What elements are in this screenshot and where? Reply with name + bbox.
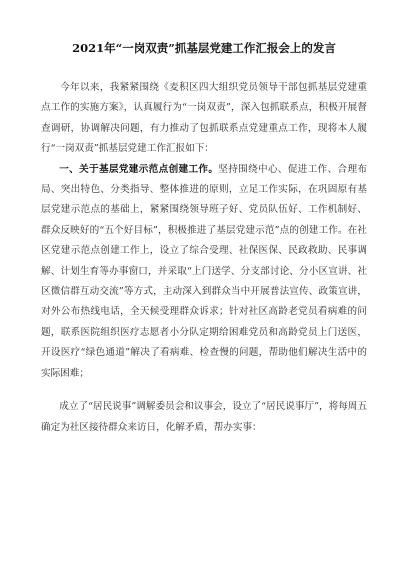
paragraph-residents-council: 成立了“居民说事”调解委员会和议事会，设立了“居民说事厅”，将每周五确定为社区接待群众来访日，化解矛盾，帮办实事：: [41, 401, 367, 433]
paragraph-section-one: [41, 160, 367, 384]
paragraph-intro: 今年以来，我紧紧围绕《麦积区四大组织党员领导干部包抓基层党建重点工作的实施方案》，认真履行为“一岗双责”，深入包抓联系点，积极开展督查调研，协调解决问题，有力推动了包抓联系点党建重点工作，现将本人履行“一岗双责”抓基层党建工作汇报如下：: [41, 82, 367, 155]
section-heading: 一、关于基层党建示范点创建工作。: [59, 163, 219, 175]
document-body: [41, 78, 367, 438]
document-title: 2021年“一岗双责”抓基层党建工作汇报会上的发言: [72, 41, 336, 55]
section-text: 坚持围绕中心、促进工作、合理布局、突出特色、分类指导、整体推进的原则，立足工作实际，在巩固原有基层党建示范点的基础上，紧紧围绕领导班子好、党员队伍好、工作机制好、群众反映好的“五个好目标”，积极推进了基层党建示范”点的创建工作。在社区党建示范点创建工作上，设立了综合受理、社保医保、民政救助、民事调解、计划生育等办事窗口，并采取“上门送学、分支部讨论、分小区宣讲、社区微信群互动交流”等方式，主动深入到群众当中开展普法宣传、政策宣讲，对外公布热线电话，全天候受理群众诉求；针对社区高龄老党员看病难的问题，联系医院组织医疗志愿者小分队定期给困难党员和高龄党员上门送医，开设医疗“绿色通道”解决了看病难、检查慢的问题，帮助他们解决生活中的实际困难；: [41, 163, 368, 379]
